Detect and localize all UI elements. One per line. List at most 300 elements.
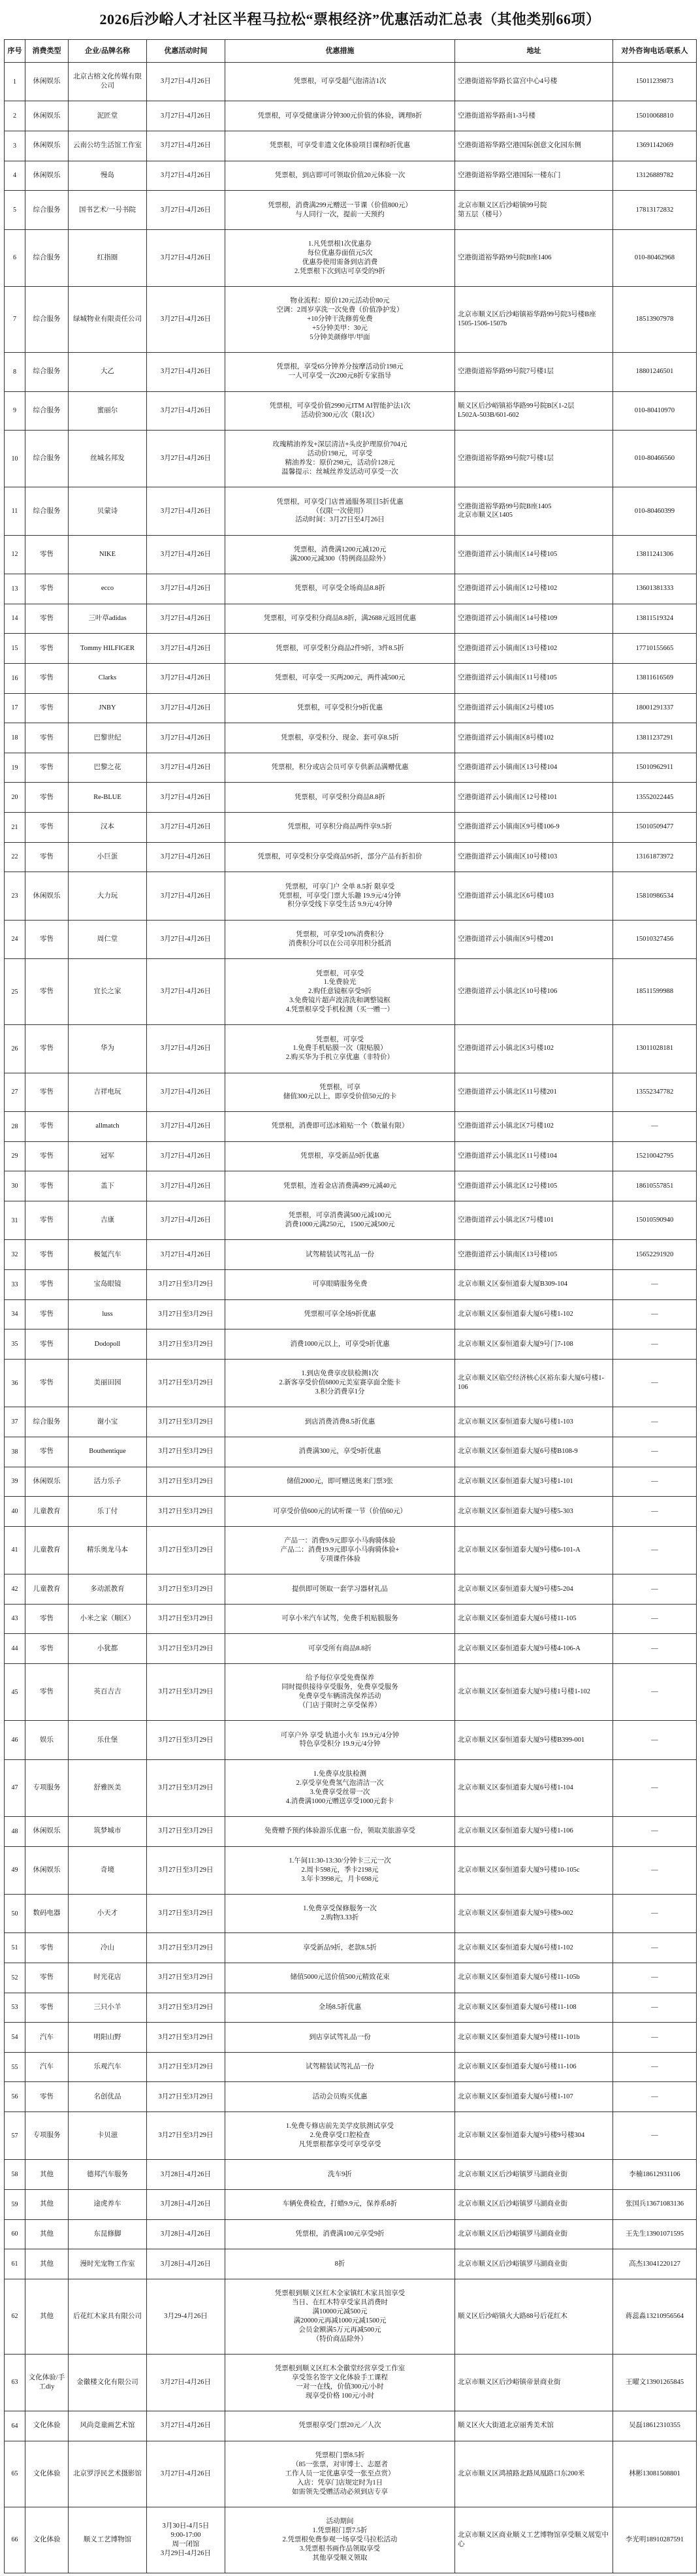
table-row bbox=[5, 634, 697, 664]
cell-brand-name: 大乙 bbox=[69, 353, 147, 391]
table-row bbox=[5, 1721, 697, 1759]
cell-offer-period: 3月27日-4月26日 bbox=[147, 1112, 225, 1142]
cell-row-number: 66 bbox=[5, 2507, 25, 2573]
cell-offer-period: 3月27日至3月29日 bbox=[147, 1299, 225, 1329]
cell-contact: — bbox=[613, 1604, 697, 1634]
table-row bbox=[5, 1467, 697, 1497]
cell-contact: 18511599988 bbox=[613, 959, 697, 1025]
cell-brand-name: 金徽楼文化有限公司 bbox=[69, 2354, 147, 2411]
cell-row-number: 21 bbox=[5, 813, 25, 843]
cell-offer-details: 可享小米汽车试驾，免费手机贴膜服务 bbox=[225, 1604, 455, 1634]
table-row bbox=[5, 431, 697, 487]
table-row bbox=[5, 663, 697, 693]
cell-brand-name: 乐观汽车 bbox=[69, 2052, 147, 2082]
cell-contact: 15210042795 bbox=[613, 1141, 697, 1171]
cell-offer-details: 凭票根，可享 储值300元以上，即享受价值50元的卡 bbox=[225, 1073, 455, 1111]
table-row bbox=[5, 2219, 697, 2249]
table-row bbox=[5, 1025, 697, 1073]
cell-contact: 15010509477 bbox=[613, 813, 697, 843]
cell-offer-period: 3月27日至3月29日 bbox=[147, 1933, 225, 1963]
cell-address: 空港街道裕华路99号院B座1405 北京市顺义区1405 bbox=[455, 487, 613, 535]
table-row bbox=[5, 1846, 697, 1894]
cell-address: 空港街道祥云小镇南区14号楼109 bbox=[455, 604, 613, 634]
cell-offer-period: 3月27日至3月29日 bbox=[147, 2112, 225, 2160]
cell-offer-details: 凭票根，可享受超气泡清洁1次 bbox=[225, 63, 455, 101]
cell-offer-period: 3月27日-4月26日 bbox=[147, 1025, 225, 1073]
cell-row-number: 47 bbox=[5, 1759, 25, 1816]
cell-contact: — bbox=[613, 1329, 697, 1360]
cell-contact: — bbox=[613, 1933, 697, 1963]
cell-offer-period: 3月28日-4月26日 bbox=[147, 2249, 225, 2279]
cell-address: 北京市顺义区泰恒道泰大厦9号楼1-106 bbox=[455, 1816, 613, 1846]
cell-row-number: 43 bbox=[5, 1604, 25, 1634]
cell-address: 空港街道祥云小镇南区13号楼105 bbox=[455, 1240, 613, 1270]
cell-address: 北京市顺义区泰恒道泰大厦6号楼1-102 bbox=[455, 1933, 613, 1963]
table-row bbox=[5, 2023, 697, 2053]
cell-offer-details: 凭票根，可享受价值2990元ITM AI智能护法1次 活动价300元/次（限1次） bbox=[225, 391, 455, 430]
cell-address: 北京市顺义区泰恒道泰大厦6号楼B108-9 bbox=[455, 1437, 613, 1467]
table-row bbox=[5, 2354, 697, 2411]
cell-category: 零售 bbox=[25, 1201, 69, 1239]
cell-category: 娱乐 bbox=[25, 1721, 69, 1759]
cell-offer-details: 消费满300元，享受9折优惠 bbox=[225, 1437, 455, 1467]
cell-offer-details: 凭票根，可享受门店普通服务项目5折优惠 （仅限一次使用） 活动时间：3月27日至4月26日 bbox=[225, 487, 455, 535]
table-row bbox=[5, 1993, 697, 2023]
cell-category: 零售 bbox=[25, 1171, 69, 1201]
cell-offer-period: 3月27日至3月29日 bbox=[147, 1407, 225, 1437]
cell-brand-name: 贝蒙诗 bbox=[69, 487, 147, 535]
cell-offer-details: 凭票根，消费即可送冰箱贴一个（数量有限） bbox=[225, 1112, 455, 1142]
cell-brand-name: 小巨蛋 bbox=[69, 842, 147, 872]
cell-category: 零售 bbox=[25, 1664, 69, 1721]
cell-contact: 010-80462968 bbox=[613, 229, 697, 286]
table-row bbox=[5, 872, 697, 920]
cell-offer-details: 凭票根，可享消费满500元减100元 消费1000元满250元，1500元减500元 bbox=[225, 1201, 455, 1239]
cell-address: 空港街道祥云小镇北区6号楼103 bbox=[455, 872, 613, 920]
cell-contact: 17710155665 bbox=[613, 634, 697, 664]
cell-offer-period: 3月27日-4月26日 bbox=[147, 287, 225, 353]
cell-brand-name: ecco bbox=[69, 574, 147, 604]
cell-brand-name: 多动派教育 bbox=[69, 1574, 147, 1605]
cell-brand-name: 小天才 bbox=[69, 1894, 147, 1932]
document-title: 2026后沙峪人才社区半程马拉松“票根经济”优惠活动汇总表（其他类别66项） bbox=[99, 11, 601, 27]
table-row bbox=[5, 783, 697, 813]
cell-address: 北京市顺义区泰恒道泰大厦6号楼1-103 bbox=[455, 1407, 613, 1437]
cell-offer-details: 凭票根，享受65分钟养分按摩活动价198元 一人可享受一次200元8折专家指导 bbox=[225, 353, 455, 391]
table-row bbox=[5, 1073, 697, 1111]
cell-address: 北京市顺义区泰恒道泰大厦6号楼11-106 bbox=[455, 2052, 613, 2082]
table-row bbox=[5, 287, 697, 353]
table-row bbox=[5, 1359, 697, 1407]
table-row bbox=[5, 1497, 697, 1527]
cell-row-number: 51 bbox=[5, 1933, 25, 1963]
cell-contact: 15010068810 bbox=[613, 101, 697, 131]
cell-category: 零售 bbox=[25, 920, 69, 958]
cell-offer-details: 可享眼睛服务免费 bbox=[225, 1270, 455, 1300]
cell-contact: — bbox=[613, 1270, 697, 1300]
cell-offer-period: 3月27日-4月26日 bbox=[147, 872, 225, 920]
cell-brand-name: Dodopoll bbox=[69, 1329, 147, 1360]
table-row bbox=[5, 2507, 697, 2573]
table-row bbox=[5, 1112, 697, 1142]
cell-offer-period: 3月28日-4月26日 bbox=[147, 2190, 225, 2220]
cell-brand-name: 活力乐子 bbox=[69, 1467, 147, 1497]
cell-contact: — bbox=[613, 1112, 697, 1142]
cell-contact: 王曜文13901265845 bbox=[613, 2354, 697, 2411]
cell-row-number: 1 bbox=[5, 63, 25, 101]
cell-category: 零售 bbox=[25, 753, 69, 783]
cell-contact: 18513907978 bbox=[613, 287, 697, 353]
cell-category: 休闲娱乐 bbox=[25, 131, 69, 161]
cell-brand-name: 冠军 bbox=[69, 1141, 147, 1171]
cell-contact: 010-80466560 bbox=[613, 431, 697, 487]
cell-offer-period: 3月27日-4月26日 bbox=[147, 2354, 225, 2411]
cell-offer-period: 3月27日-4月26日 bbox=[147, 920, 225, 958]
cell-brand-name: 巴黎之花 bbox=[69, 753, 147, 783]
cell-brand-name: 漫时光宠物工作室 bbox=[69, 2249, 147, 2279]
cell-row-number: 61 bbox=[5, 2249, 25, 2279]
cell-offer-period: 3月27日-4月26日 bbox=[147, 431, 225, 487]
cell-address: 北京市顺义区后沙峪镇罗马湖商业街 bbox=[455, 2219, 613, 2249]
cell-offer-period: 3月28日-4月26日 bbox=[147, 2219, 225, 2249]
cell-address: 北京市顺义区泰恒道泰大厦6号楼1-104 bbox=[455, 1759, 613, 1816]
cell-offer-details: 凭票根，可享受积分商品8.8折 bbox=[225, 783, 455, 813]
cell-row-number: 5 bbox=[5, 191, 25, 229]
cell-offer-period: 3月27日至3月29日 bbox=[147, 2052, 225, 2082]
cell-offer-period: 3月27日至3月29日 bbox=[147, 1574, 225, 1605]
cell-address: 北京市顺义区泰恒道泰大厦9号门7-108 bbox=[455, 1329, 613, 1360]
cell-brand-name: 冷山 bbox=[69, 1933, 147, 1963]
cell-category: 零售 bbox=[25, 813, 69, 843]
cell-address: 空港街道祥云小镇北区10号楼106 bbox=[455, 959, 613, 1025]
cell-contact: 王先生13901071595 bbox=[613, 2219, 697, 2249]
cell-offer-period: 3月27日至3月29日 bbox=[147, 1721, 225, 1759]
cell-category: 零售 bbox=[25, 1437, 69, 1467]
table-row bbox=[5, 191, 697, 229]
cell-row-number: 4 bbox=[5, 161, 25, 191]
cell-contact: 李光明18910287591 bbox=[613, 2507, 697, 2573]
cell-brand-name: 红指圈 bbox=[69, 229, 147, 286]
cell-category: 文化体验 bbox=[25, 2507, 69, 2573]
cell-row-number: 28 bbox=[5, 1112, 25, 1142]
table-row bbox=[5, 723, 697, 753]
cell-offer-details: 凭票根，可享受 1.免费手机贴膜一次（限贴膜） 2.购买华为手机立享优惠（非特价） bbox=[225, 1025, 455, 1073]
cell-brand-name: 北京古榕文化传媒有限公司 bbox=[69, 63, 147, 101]
table-row bbox=[5, 842, 697, 872]
cell-row-number: 56 bbox=[5, 2082, 25, 2112]
cell-row-number: 55 bbox=[5, 2052, 25, 2082]
cell-address: 北京市顺义区后沙峪镇罗马湖商业街 bbox=[455, 2190, 613, 2220]
cell-offer-period: 3月27日-4月26日 bbox=[147, 161, 225, 191]
table-row bbox=[5, 2411, 697, 2441]
cell-offer-period: 3月27日-4月26日 bbox=[147, 959, 225, 1025]
cell-address: 空港街道祥云小镇北区11号楼104 bbox=[455, 1141, 613, 1171]
cell-brand-name: 精乐奥龙马本 bbox=[69, 1526, 147, 1574]
cell-offer-details: 凭票根可享全场9折优惠 bbox=[225, 1299, 455, 1329]
table-row bbox=[5, 959, 697, 1025]
cell-brand-name: 北京罗浮民艺术摄影馆 bbox=[69, 2441, 147, 2507]
cell-row-number: 37 bbox=[5, 1407, 25, 1437]
cell-row-number: 40 bbox=[5, 1497, 25, 1527]
table-row bbox=[5, 1759, 697, 1816]
cell-address: 空港街道祥云小镇北区11号楼201 bbox=[455, 1073, 613, 1111]
cell-category: 其他 bbox=[25, 2160, 69, 2190]
table-row bbox=[5, 229, 697, 286]
cell-contact: — bbox=[613, 1497, 697, 1527]
cell-address: 空港街道祥云小镇北区7号楼101 bbox=[455, 1201, 613, 1239]
cell-contact: 17813172832 bbox=[613, 191, 697, 229]
cell-offer-period: 3月27日-4月26日 bbox=[147, 1201, 225, 1239]
cell-brand-name: 奇境 bbox=[69, 1846, 147, 1894]
cell-offer-details: 1.免费专修店前先美学皮肤测试享受 2.免费享受口腔检查 凡凭票根都享受可享受享受 bbox=[225, 2112, 455, 2160]
cell-brand-name: NIKE bbox=[69, 535, 147, 574]
table-row bbox=[5, 1141, 697, 1171]
cell-row-number: 14 bbox=[5, 604, 25, 634]
cell-offer-period: 3月27日-4月26日 bbox=[147, 2411, 225, 2441]
cell-offer-details: 储值5000元送价值500元精致花束 bbox=[225, 1963, 455, 1993]
cell-contact: 13552022445 bbox=[613, 783, 697, 813]
cell-contact: 010-80410970 bbox=[613, 391, 697, 430]
cell-category: 专项服务 bbox=[25, 2112, 69, 2160]
cell-offer-details: 1.凡凭票根1次优惠券 每位优惠券面值元5次 优惠券使用需备到店消费 2.凭票根下次到店可享受的9折 bbox=[225, 229, 455, 286]
cell-row-number: 30 bbox=[5, 1171, 25, 1201]
cell-row-number: 8 bbox=[5, 353, 25, 391]
cell-brand-name: 明阳山野 bbox=[69, 2023, 147, 2053]
cell-brand-name: 华为 bbox=[69, 1025, 147, 1073]
cell-contact: 13811616569 bbox=[613, 663, 697, 693]
cell-offer-period: 3月27日至3月29日 bbox=[147, 1634, 225, 1664]
cell-category: 儿童教育 bbox=[25, 1574, 69, 1605]
cell-brand-name: 三只小羊 bbox=[69, 1993, 147, 2023]
cell-offer-details: 凭票根，可享受10%消费积分 消费积分可以在公司享用积分抵消 bbox=[225, 920, 455, 958]
cell-offer-details: 凭票根，可享受一买两200元，两件减500元 bbox=[225, 663, 455, 693]
cell-brand-name: 泥匠堂 bbox=[69, 101, 147, 131]
cell-offer-period: 3月27日至3月29日 bbox=[147, 1467, 225, 1497]
cell-category: 综合服务 bbox=[25, 287, 69, 353]
cell-row-number: 41 bbox=[5, 1526, 25, 1574]
cell-category: 零售 bbox=[25, 1112, 69, 1142]
cell-row-number: 42 bbox=[5, 1574, 25, 1605]
cell-contact: — bbox=[613, 1721, 697, 1759]
cell-address: 空港街道祥云小镇南区2号楼105 bbox=[455, 693, 613, 723]
cell-category: 汽车 bbox=[25, 2052, 69, 2082]
cell-brand-name: 宝岛眼镜 bbox=[69, 1270, 147, 1300]
cell-address: 北京市顺义区后沙峪镇99号院 第五层（楼号） bbox=[455, 191, 613, 229]
table-row bbox=[5, 1201, 697, 1239]
cell-category: 综合服务 bbox=[25, 1407, 69, 1437]
cell-address: 空港街道祥云小镇南区12号楼102 bbox=[455, 574, 613, 604]
cell-row-number: 64 bbox=[5, 2411, 25, 2441]
cell-address: 顺义区后沙峪镇火大路88号后花红木 bbox=[455, 2279, 613, 2354]
cell-category: 其他 bbox=[25, 2190, 69, 2220]
cell-offer-period: 3月28日-4月26日 bbox=[147, 2160, 225, 2190]
cell-address: 北京市顺义区后沙峪镇帝景商业街 bbox=[455, 2354, 613, 2411]
cell-contact: 18610557851 bbox=[613, 1171, 697, 1201]
table-row bbox=[5, 131, 697, 161]
cell-offer-details: 凭票根，可享受积分商品2件9折，3件8.5折 bbox=[225, 634, 455, 664]
cell-category: 休闲娱乐 bbox=[25, 161, 69, 191]
cell-contact: 15010327456 bbox=[613, 920, 697, 958]
cell-offer-period: 3月27日-4月26日 bbox=[147, 574, 225, 604]
cell-contact: 15011239873 bbox=[613, 63, 697, 101]
cell-offer-period: 3月27日-4月26日 bbox=[147, 842, 225, 872]
cell-offer-details: 可享受所有商品8.8折 bbox=[225, 1634, 455, 1664]
cell-offer-period: 3月27日至3月29日 bbox=[147, 1270, 225, 1300]
cell-address: 空港街道祥云小镇南区12号楼101 bbox=[455, 783, 613, 813]
cell-category: 零售 bbox=[25, 1073, 69, 1111]
cell-offer-details: 活动会员购买优惠 bbox=[225, 2082, 455, 2112]
cell-brand-name: 小犹都 bbox=[69, 1634, 147, 1664]
cell-category: 零售 bbox=[25, 959, 69, 1025]
cell-brand-name: 云南公坊生活馆工作室 bbox=[69, 131, 147, 161]
cell-offer-period: 3月27日-4月26日 bbox=[147, 2441, 225, 2507]
cell-contact: 13811237291 bbox=[613, 723, 697, 753]
cell-address: 空港街道祥云小镇南区10号楼103 bbox=[455, 842, 613, 872]
cell-offer-period: 3月27日至3月29日 bbox=[147, 1759, 225, 1816]
cell-address: 空港街道裕华路长富宫中心4号楼 bbox=[455, 63, 613, 101]
cell-category: 零售 bbox=[25, 663, 69, 693]
table-row bbox=[5, 1963, 697, 1993]
cell-offer-details: 储值2000元，即可赠送奥来门票3张 bbox=[225, 1467, 455, 1497]
cell-category: 儿童教育 bbox=[25, 1497, 69, 1527]
cell-row-number: 36 bbox=[5, 1359, 25, 1407]
cell-row-number: 39 bbox=[5, 1467, 25, 1497]
cell-row-number: 6 bbox=[5, 229, 25, 286]
cell-offer-details: 凭票根，积分或店会员可享专供新品满赠优惠 bbox=[225, 753, 455, 783]
cell-offer-details: 凭票根，消费满1200元减120元 满2000元减300（特例商品除外） bbox=[225, 535, 455, 574]
cell-offer-period: 3月27日-4月26日 bbox=[147, 1171, 225, 1201]
table-row bbox=[5, 2160, 697, 2190]
cell-address: 北京市顺义区商业顺义工艺博物馆享受顺义展览中心 bbox=[455, 2507, 613, 2573]
cell-row-number: 59 bbox=[5, 2190, 25, 2220]
cell-brand-name: 大力玩 bbox=[69, 872, 147, 920]
cell-brand-name: 后花红木家具有限公司 bbox=[69, 2279, 147, 2354]
cell-contact: 13811519324 bbox=[613, 604, 697, 634]
cell-contact: 13691142069 bbox=[613, 131, 697, 161]
cell-offer-details: 洗车9折 bbox=[225, 2160, 455, 2190]
cell-brand-name: 谢小宝 bbox=[69, 1407, 147, 1437]
cell-brand-name: 吉康 bbox=[69, 1201, 147, 1239]
cell-row-number: 44 bbox=[5, 1634, 25, 1664]
cell-contact: — bbox=[613, 2082, 697, 2112]
cell-category: 休闲娱乐 bbox=[25, 1816, 69, 1846]
cell-brand-name: 顺义工艺博物馆 bbox=[69, 2507, 147, 2573]
cell-row-number: 15 bbox=[5, 634, 25, 664]
cell-brand-name: 三叶草adidas bbox=[69, 604, 147, 634]
cell-contact: — bbox=[613, 1299, 697, 1329]
cell-address: 北京市顺义区泰恒道泰大厦9号楼1号楼1-102 bbox=[455, 1664, 613, 1721]
cell-contact: 蒋蕊淼13210956564 bbox=[613, 2279, 697, 2354]
cell-brand-name: 名创优品 bbox=[69, 2082, 147, 2112]
cell-address: 北京市顺义区后沙峪镇裕华路99号院3号楼B座1505-1506-1507b bbox=[455, 287, 613, 353]
cell-brand-name: 美丽田园 bbox=[69, 1359, 147, 1407]
cell-contact: 18001291337 bbox=[613, 693, 697, 723]
cell-category: 零售 bbox=[25, 574, 69, 604]
cell-brand-name: 丝城名邦发 bbox=[69, 431, 147, 487]
cell-category: 零售 bbox=[25, 2082, 69, 2112]
cell-address: 空港街道祥云小镇北区12号楼105 bbox=[455, 1171, 613, 1201]
cell-offer-period: 3月27日-4月26日 bbox=[147, 391, 225, 430]
cell-row-number: 7 bbox=[5, 287, 25, 353]
cell-contact: — bbox=[613, 1359, 697, 1407]
cell-address: 北京市顺义区泰恒道泰大厦9号楼4-106-A bbox=[455, 1634, 613, 1664]
cell-offer-details: 1.午间11:30-13:30/分钟卡三元一次 2.周卡598元，季卡2198元 3.年卡3998元，月卡698元 bbox=[225, 1846, 455, 1894]
cell-brand-name: 汉本 bbox=[69, 813, 147, 843]
cell-brand-name: Clarks bbox=[69, 663, 147, 693]
cell-offer-details: 凭票根，可享受非遗文化体验项目课程8折优惠 bbox=[225, 131, 455, 161]
cell-row-number: 62 bbox=[5, 2279, 25, 2354]
cell-offer-details: 车辆免费检查，打蜡9.9元，保养系8折 bbox=[225, 2190, 455, 2220]
cell-category: 零售 bbox=[25, 1025, 69, 1073]
cell-contact: 010-80460399 bbox=[613, 487, 697, 535]
cell-offer-details: 凭票根，消费满100元享受9折 bbox=[225, 2219, 455, 2249]
table-row bbox=[5, 391, 697, 430]
cell-category: 文化体验 bbox=[25, 2411, 69, 2441]
cell-row-number: 46 bbox=[5, 1721, 25, 1759]
cell-row-number: 22 bbox=[5, 842, 25, 872]
cell-offer-period: 3月27日-4月26日 bbox=[147, 229, 225, 286]
cell-brand-name: 乐丁付 bbox=[69, 1497, 147, 1527]
cell-category: 综合服务 bbox=[25, 391, 69, 430]
cell-row-number: 24 bbox=[5, 920, 25, 958]
cell-address: 空港街道裕华路99号院B座1406 bbox=[455, 229, 613, 286]
cell-contact: — bbox=[613, 1894, 697, 1932]
cell-category: 休闲娱乐 bbox=[25, 101, 69, 131]
cell-offer-period: 3月27日-4月26日 bbox=[147, 131, 225, 161]
cell-address: 空港街道祥云小镇南区9号楼201 bbox=[455, 920, 613, 958]
cell-row-number: 63 bbox=[5, 2354, 25, 2411]
cell-row-number: 34 bbox=[5, 1299, 25, 1329]
cell-offer-details: 凭票根，连着金店消费满499元减40元 bbox=[225, 1171, 455, 1201]
cell-brand-name: 宜长之家 bbox=[69, 959, 147, 1025]
cell-contact: 15010962911 bbox=[613, 753, 697, 783]
cell-address: 空港街道裕华路99号院7号楼1层 bbox=[455, 431, 613, 487]
cell-row-number: 16 bbox=[5, 663, 25, 693]
cell-contact: — bbox=[613, 1437, 697, 1467]
cell-brand-name: 时光花店 bbox=[69, 1963, 147, 1993]
cell-offer-details: 物业流程：原价120元活动价80元 空调：2周岁享洗一次免费（价值净护发） +10分钟干洗修剪免费 +5分钟美甲：30元 5分钟美颜修甲/甲面 bbox=[225, 287, 455, 353]
cell-offer-details: 凭票根，可享积分商品两件享9.5折 bbox=[225, 813, 455, 843]
cell-offer-period: 3月29-4月26日 bbox=[147, 2279, 225, 2354]
cell-offer-period: 3月27日至3月29日 bbox=[147, 1526, 225, 1574]
table-row bbox=[5, 1664, 697, 1721]
cell-category: 零售 bbox=[25, 842, 69, 872]
cell-row-number: 18 bbox=[5, 723, 25, 753]
cell-row-number: 27 bbox=[5, 1073, 25, 1111]
cell-brand-name: luss bbox=[69, 1299, 147, 1329]
table-row bbox=[5, 1299, 697, 1329]
cell-brand-name: 东昆修脚 bbox=[69, 2219, 147, 2249]
cell-offer-details: 到店消费消费8.5折优惠 bbox=[225, 1407, 455, 1437]
header-cell-address: 地址 bbox=[455, 40, 613, 63]
cell-address: 空港街道祥云小镇南区14号楼105 bbox=[455, 535, 613, 574]
cell-address: 北京市顺义区鸿禧路北路凤凰路口东200米 bbox=[455, 2441, 613, 2507]
cell-offer-details: 凭票根，可享门户 全单 8.5折 限享受 凭票根，可享受门票大乐趣 19.9元/4分钟 积分享受线下享受生活 9.9元/4分钟 bbox=[225, 872, 455, 920]
cell-offer-period: 3月27日-4月26日 bbox=[147, 604, 225, 634]
cell-brand-name: Bouthentique bbox=[69, 1437, 147, 1467]
cell-category: 零售 bbox=[25, 1270, 69, 1300]
cell-offer-details: 凭票根享受门票20元／人次 bbox=[225, 2411, 455, 2441]
cell-offer-details: 活动期间 1.凭票根门票7.5折 2.凭票根免费参观一场享受马拉松活动 3.凭票根书画作品领取享受 其他享受顺义领取 bbox=[225, 2507, 455, 2573]
header-cell-category: 消费类型 bbox=[25, 40, 69, 63]
cell-row-number: 2 bbox=[5, 101, 25, 131]
cell-contact: 15652291920 bbox=[613, 1240, 697, 1270]
cell-address: 北京市顺义区泰恒道泰大厦9号楼9-002 bbox=[455, 1894, 613, 1932]
cell-offer-details: 给予每位享受免费保养 同时提供接待享受服务，免费享受服务 免费享受车辆清洗保养活动 （门店于限时之享受保养） bbox=[225, 1664, 455, 1721]
cell-address: 空港街道裕华路空港国际一楼东门 bbox=[455, 161, 613, 191]
cell-brand-name: 盖下 bbox=[69, 1171, 147, 1201]
cell-contact: 高杰13041220127 bbox=[613, 2249, 697, 2279]
